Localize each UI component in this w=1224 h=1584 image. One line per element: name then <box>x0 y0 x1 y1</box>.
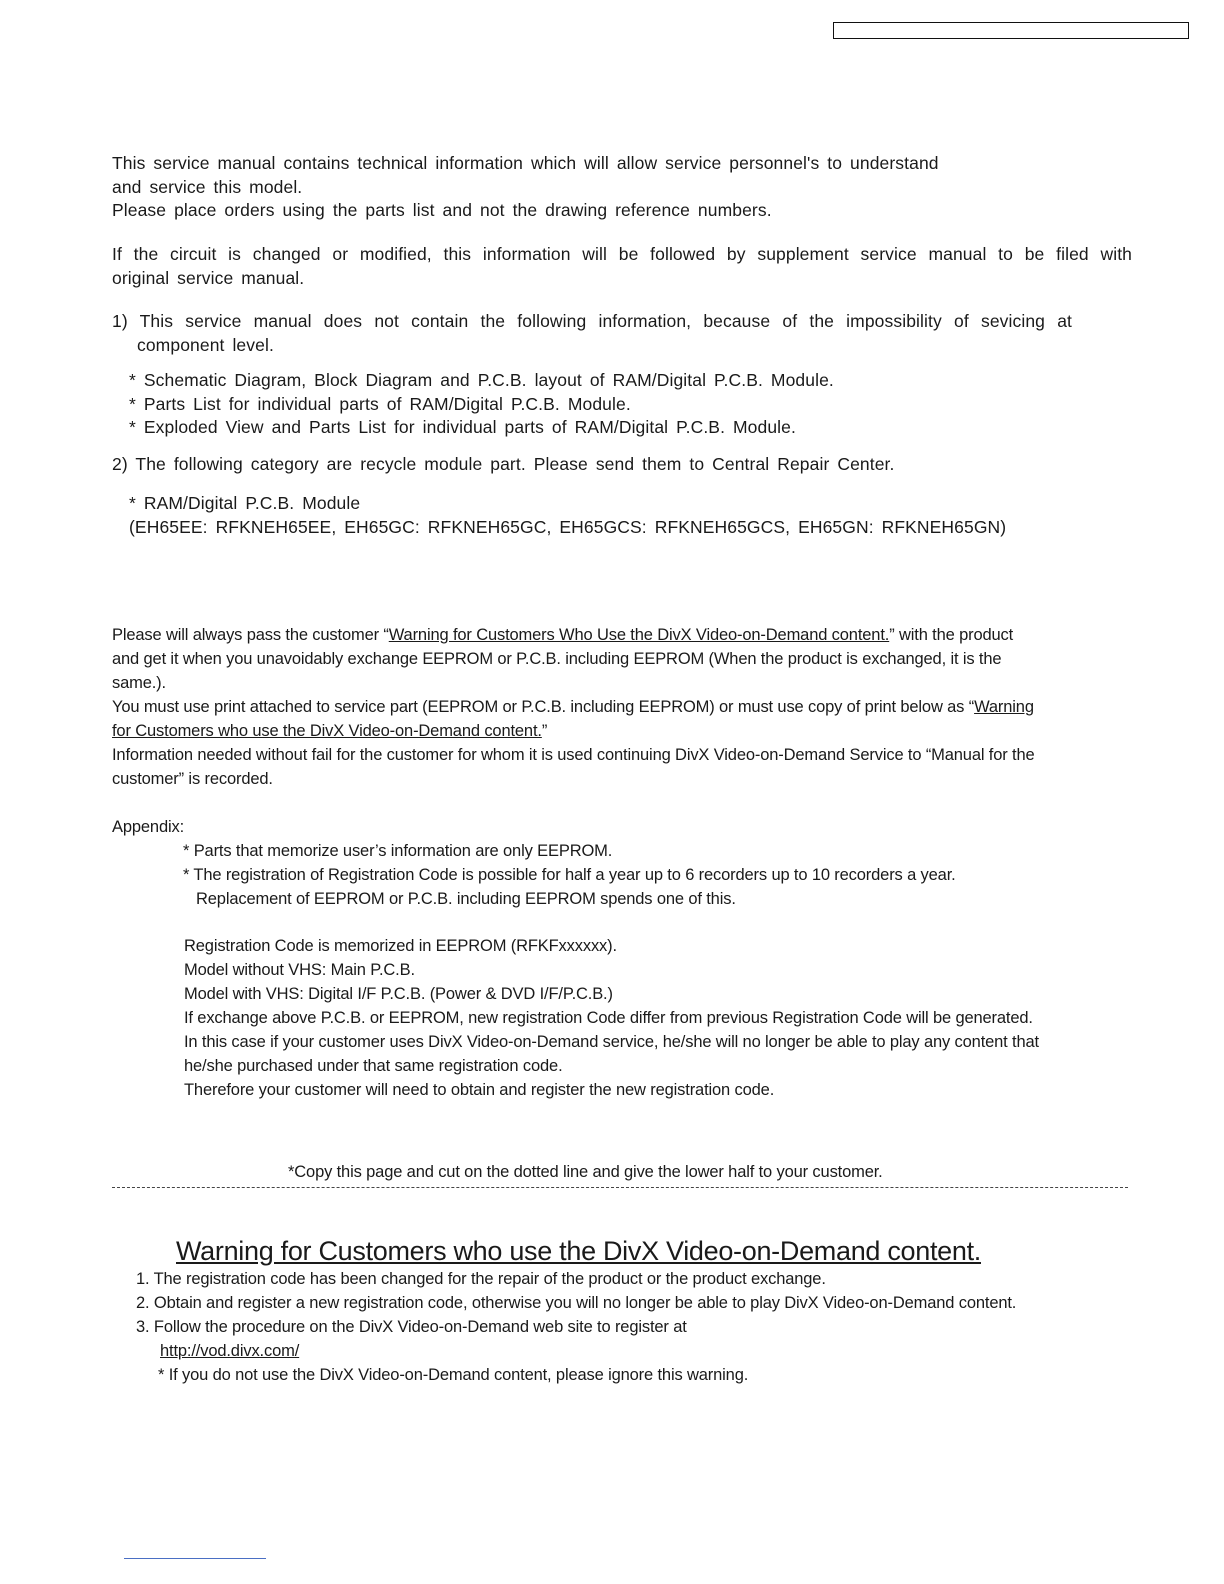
appendix-bullet-cont: Replacement of EEPROM or P.C.B. including EEPROM spends one of this. <box>196 890 736 908</box>
cut-line <box>112 1187 1128 1188</box>
appendix-heading: Appendix: <box>112 818 185 836</box>
note-1-line: 1) This service manual does not contain the following information, because of the impossibility of sevicing at <box>112 311 1072 331</box>
divx-line: Information needed without fail for the customer for whom it is used continuing DivX Video-on-Demand Service to “Manual for the <box>112 746 1035 764</box>
note-2 <box>112 453 1142 477</box>
divx-line: Please will always pass the customer “Warning for Customers Who Use the DivX Video-on-Demand content.” with the product <box>112 626 1014 644</box>
warning-link[interactable]: Warning <box>974 698 1034 716</box>
registration-line: Registration Code is memorized in EEPROM (RFKFxxxxxx). <box>184 937 617 955</box>
intro-line: Please place orders using the parts list and not the drawing reference numbers. <box>112 200 772 220</box>
registration-info <box>184 934 1144 1102</box>
registration-line: If exchange above P.C.B. or EEPROM, new registration Code differ from previous Registration Code will be generated. <box>184 1009 1033 1027</box>
copy-note: *Copy this page and cut on the dotted line and give the lower half to your customer. <box>288 1163 883 1181</box>
intro-section <box>112 152 1142 223</box>
divx-line: customer” is recorded. <box>112 770 273 788</box>
appendix-bullet: * Parts that memorize user’s information are only EEPROM. <box>183 842 613 860</box>
divx-line: for Customers who use the DivX Video-on-Demand content.” <box>112 722 548 740</box>
registration-line: Model with VHS: Digital I/F P.C.B. (Power & DVD I/F/P.C.B.) <box>184 985 613 1003</box>
supplement-line: If the circuit is changed or modified, this information will be followed by supplement service manual to be filed with <box>112 244 1132 264</box>
supplement-line: original service manual. <box>112 267 305 288</box>
intro-line: This service manual contains technical information which will allow service personnel's to understand <box>112 153 939 173</box>
warning-item: 2. Obtain and register a new registration code, otherwise you will no longer be able to play DivX Video-on-Demand content. <box>136 1294 1017 1312</box>
appendix-bullets <box>183 839 1143 911</box>
registration-line: In this case if your customer uses DivX Video-on-Demand service, he/she will no longer be able to play any content that <box>184 1033 1039 1051</box>
warning-title: Warning for Customers who use the DivX Video-on-Demand content. <box>176 1236 981 1266</box>
warning-link[interactable]: for Customers who use the DivX Video-on-Demand content. <box>112 722 542 740</box>
divx-url-link[interactable]: http://vod.divx.com/ <box>160 1342 300 1360</box>
supplement-note <box>112 243 1132 290</box>
note-2-module <box>129 492 1159 539</box>
warning-item: 1. The registration code has been changed for the repair of the product or the product exchange. <box>136 1270 826 1288</box>
list-item: * Parts List for individual parts of RAM/Digital P.C.B. Module. <box>129 393 631 414</box>
warning-link[interactable]: Warning for Customers Who Use the DivX Video-on-Demand content. <box>388 626 890 644</box>
divx-notice <box>112 623 1142 791</box>
appendix-bullet: * The registration of Registration Code is possible for half a year up to 6 recorders up to 10 recorders a year. <box>183 866 956 884</box>
divx-line: same.). <box>112 674 166 692</box>
note-1-list <box>129 369 1159 440</box>
model-list: (EH65EE: RFKNEH65EE, EH65GC: RFKNEH65GC, EH65GCS: RFKNEH65GCS, EH65GN: RFKNEH65GN) <box>129 516 1007 537</box>
warning-item: 3. Follow the procedure on the DivX Video-on-Demand web site to register at <box>136 1318 687 1336</box>
list-item: * Exploded View and Parts List for individual parts of RAM/Digital P.C.B. Module. <box>129 417 796 437</box>
divx-line: and get it when you unavoidably exchange EEPROM or P.C.B. including EEPROM (When the product is exchanged, it is the <box>112 650 1002 668</box>
warning-list <box>136 1267 1136 1387</box>
warning-note: * If you do not use the DivX Video-on-Demand content, please ignore this warning. <box>158 1366 749 1384</box>
list-item: * RAM/Digital P.C.B. Module <box>129 493 361 513</box>
divx-line: You must use print attached to service part (EEPROM or P.C.B. including EEPROM) or must use copy of print below as “Warning <box>112 698 1034 716</box>
note-1 <box>112 310 1072 357</box>
registration-line: he/she purchased under that same registration code. <box>184 1057 563 1075</box>
registration-line: Therefore your customer will need to obtain and register the new registration code. <box>184 1081 775 1099</box>
registration-line: Model without VHS: Main P.C.B. <box>184 961 415 979</box>
intro-line: and service this model. <box>112 176 303 197</box>
footer-rule <box>124 1558 266 1559</box>
note-1-line: component level. <box>137 334 274 355</box>
note-2-line: 2) The following category are recycle module part. Please send them to Central Repair Center. <box>112 454 895 474</box>
header-box <box>833 22 1189 39</box>
list-item: * Schematic Diagram, Block Diagram and P.C.B. layout of RAM/Digital P.C.B. Module. <box>129 370 834 390</box>
